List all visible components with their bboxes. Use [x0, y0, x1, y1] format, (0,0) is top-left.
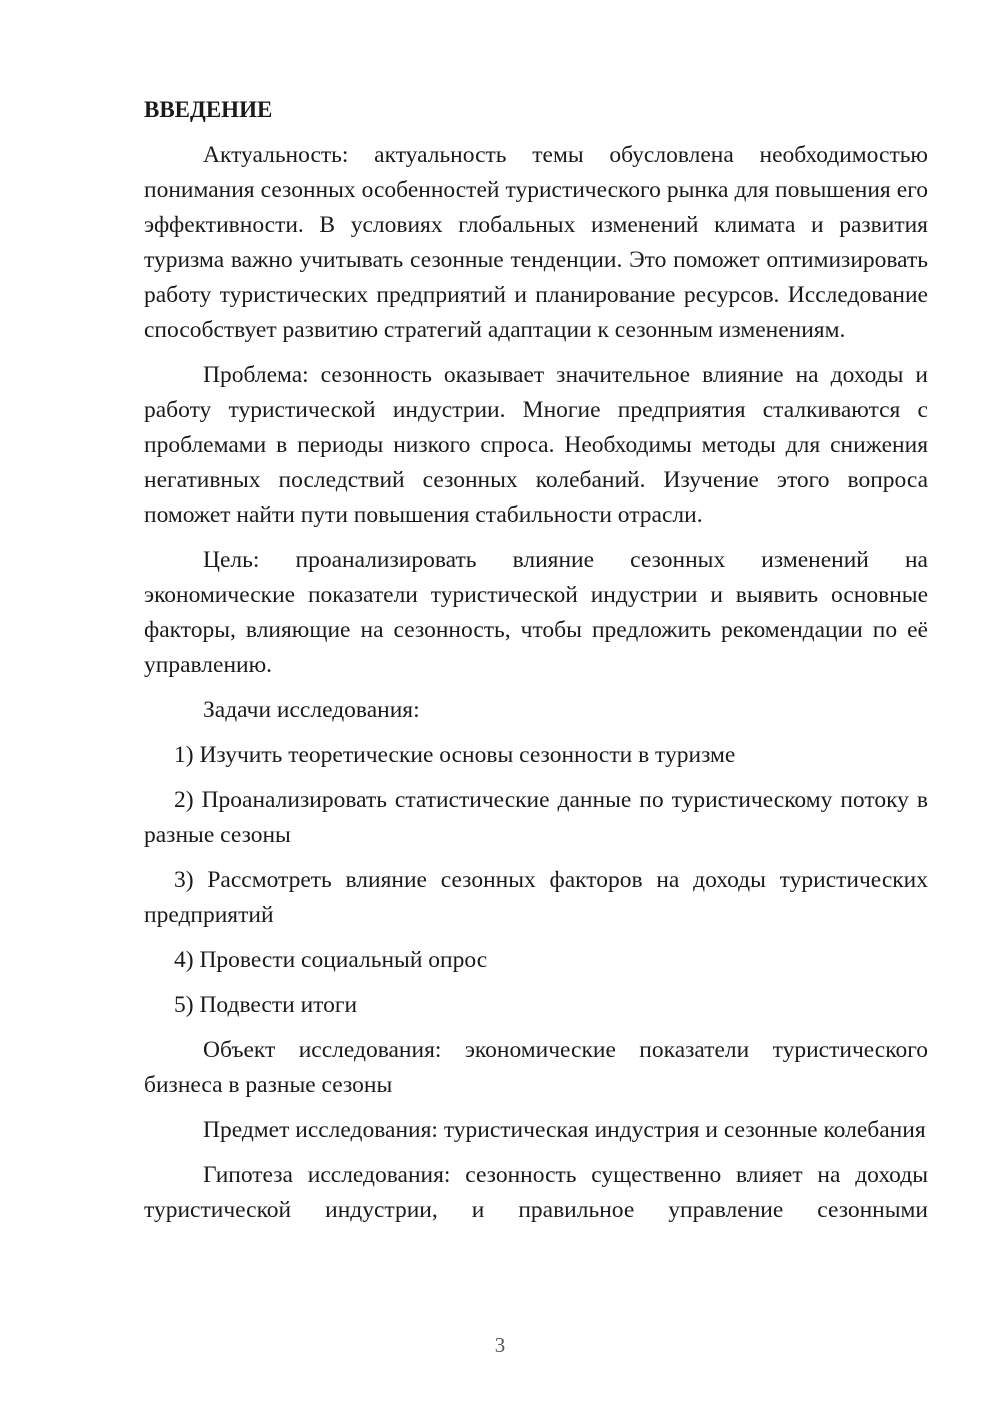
page-number: 3: [494, 1333, 506, 1357]
task-item-5: 5) Подвести итоги: [174, 992, 358, 1018]
task-item-3: 3) Рассмотреть влияние сезонных факторов на доходы туристических предприятий: [144, 867, 928, 928]
section-title: ВВЕДЕНИЕ: [144, 97, 273, 122]
paragraph-goal: Цель: проанализировать влияние сезонных изменений на экономические показатели туристической индустрии и выявить основные факторы, влияющие на сезонность, чтобы предложить рекомендации по её управлению.: [144, 547, 928, 678]
page-content: [144, 92, 928, 1238]
paragraph-subject: Предмет исследования: туристическая индустрия и сезонные колебания: [203, 1117, 926, 1143]
task-item-4: 4) Провести социальный опрос: [174, 947, 488, 973]
paragraph-hypothesis: Гипотеза исследования: сезонность существенно влияет на доходы туристической индустрии, и правильное управление сезонными: [144, 1162, 928, 1223]
paragraph-problem: Проблема: сезонность оказывает значительное влияние на доходы и работу туристической индустрии. Многие предприятия сталкиваются с проблемами в периоды низкого спроса. Необходимы методы для снижения негативных последствий сезонных колебаний. Изучение этого вопроса поможет найти пути повышения стабильности отрасли.: [144, 362, 928, 528]
task-item-2: 2) Проанализировать статистические данные по туристическому потоку в разные сезоны: [144, 787, 928, 848]
paragraph-tasks-heading: Задачи исследования:: [203, 697, 420, 723]
paragraph-object: Объект исследования: экономические показатели туристического бизнеса в разные сезоны: [144, 1037, 928, 1098]
paragraph-relevance: Актуальность: актуальность темы обусловлена необходимостью понимания сезонных особенностей туристического рынка для повышения его эффективности. В условиях глобальных изменений климата и развития туризма важно учитывать сезонные тенденции. Это поможет оптимизировать работу туристических предприятий и планирование ресурсов. Исследование способствует развитию стратегий адаптации к сезонным изменениям.: [144, 142, 928, 343]
task-item-1: 1) Изучить теоретические основы сезонности в туризме: [174, 742, 736, 768]
